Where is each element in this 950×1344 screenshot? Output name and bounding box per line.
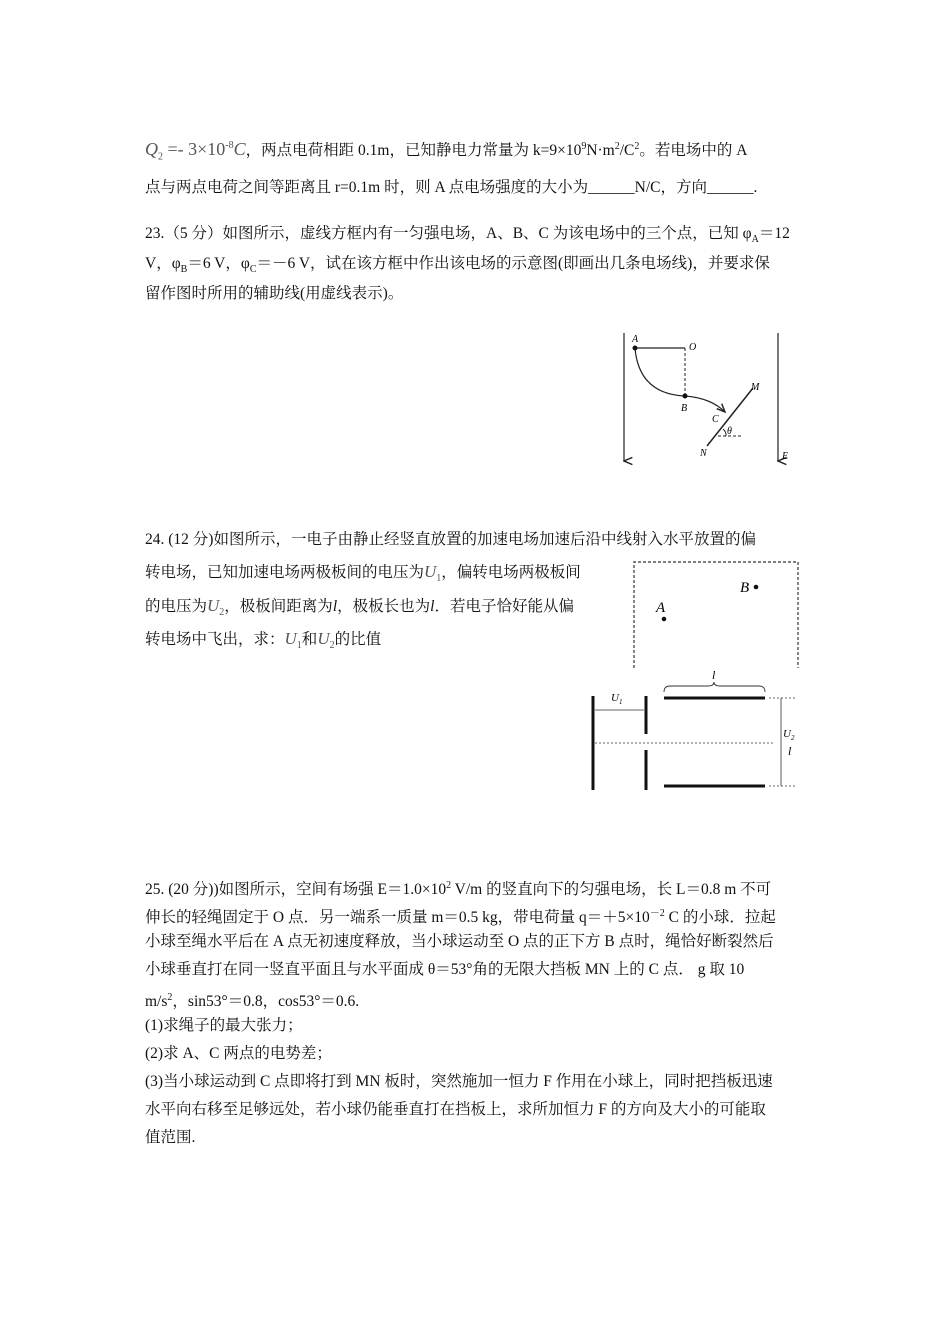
angle-arc xyxy=(723,429,726,436)
u1-label: $U_1$ xyxy=(611,692,623,706)
gap-label: l xyxy=(788,744,792,758)
label-c: C xyxy=(712,414,719,425)
q24-line1: 24. (12 分)如图所示，一电子由静止经竖直放置的加速电场加速后沿中线射入水平放置的偏 xyxy=(145,531,756,548)
point-a-dot xyxy=(662,617,667,622)
q25-line5: $m/s^2$，sin53°＝0.8，cos53°＝0.6. xyxy=(145,992,360,1011)
q23-line2: V，$\varphi_B=6$ V，$\varphi_C=-6$ V，试在该方框中作出该电场的示意图(即画出几条电场线)，并要求保 xyxy=(145,255,770,276)
label-o: O xyxy=(689,342,697,353)
q25-line2: 伸长的轻绳固定于 O 点．另一端系一质量 m＝0.5 kg，带电荷量 $q=+5\times 10^{-2}$ C 的小球．拉起 xyxy=(145,908,776,927)
point-b-dot xyxy=(683,394,688,399)
label-n: N xyxy=(700,448,707,459)
q23-line3: 留作图时所用的辅助线(用虚线表示)。 xyxy=(145,285,404,302)
label-b: B xyxy=(681,403,688,414)
q24-line3: 的电压为$U_2$，极板间距离为l，极板长也为l．若电子恰好能从偏 xyxy=(145,596,574,619)
q25-line3: 小球至绳水平后在 A 点无初速度释放，当小球运动至 O 点的正下方 B 点时，绳恰好断裂然后 xyxy=(145,933,774,950)
length-label: l xyxy=(712,670,716,682)
point-b-dot xyxy=(754,585,759,590)
q22-line1: $Q_2 =- 3\times 10^{-8}C$，两点电荷相距 0.1m，已知静电力常量为 $k=9\times 10^9N\cdot m^2/C^2$。若电场中的 A xyxy=(145,139,748,163)
q22-line2: 点与两点电荷之间等距离且 r=0.1m 时，则 A 点电场强度的大小为______N/C，方向______. xyxy=(145,179,758,196)
q23-line1: 23.（5 分）如图所示，虚线方框内有一匀强电场，A、B、C 为该电场中的三个点，已知 $\varphi_A=12$ xyxy=(145,225,790,246)
label-theta: θ xyxy=(727,426,732,437)
q25-line10: 值范围. xyxy=(145,1129,196,1146)
field-box-figure xyxy=(632,560,802,670)
q25-line9: 水平向右移至足够远处，若小球仍能垂直打在挡板上，求所加恒力 F 的方向及大小的可能取 xyxy=(145,1101,766,1118)
q24-line4: 转电场中飞出，求：$U_1$和$U_2$的比值 xyxy=(145,629,382,652)
q25-line8: (3)当小球运动到 C 点即将打到 MN 板时，突然施加一恒力 F 作用在小球上，同时把挡板迅速 xyxy=(145,1073,773,1090)
q25-line1: 25. (20 分))如图所示，空间有场强 $E=1.0\times 10^2$ V/m 的竖直向下的匀强电场，长 L＝0.8 m 不可 xyxy=(145,880,772,899)
q24-line2: 转电场，已知加速电场两极板间的电压为$U_1$，偏转电场两极板间 xyxy=(145,562,581,585)
point-a-dot xyxy=(633,346,638,351)
q25-line6: (1)求绳子的最大张力； xyxy=(145,1017,303,1034)
ball-path xyxy=(635,348,725,412)
q25-line7: (2)求 A、C 两点的电势差； xyxy=(145,1045,332,1062)
q2-formula: $Q_2 =- 3\times 10^{-8}C$ xyxy=(145,139,246,163)
label-e: E xyxy=(782,451,789,462)
length-brace xyxy=(664,682,765,692)
pendulum-figure xyxy=(615,328,815,468)
u2-label: $U_2$ xyxy=(783,728,795,742)
label-a: A xyxy=(632,334,639,345)
label-b: B xyxy=(740,580,750,596)
plates-figure xyxy=(585,670,805,795)
q25-line4: 小球垂直打在同一竖直平面且与水平面成 θ＝53°角的无限大挡板 MN 上的 C 点． g 取 10 xyxy=(145,961,745,978)
label-m: M xyxy=(751,382,760,393)
label-a: A xyxy=(656,600,666,616)
